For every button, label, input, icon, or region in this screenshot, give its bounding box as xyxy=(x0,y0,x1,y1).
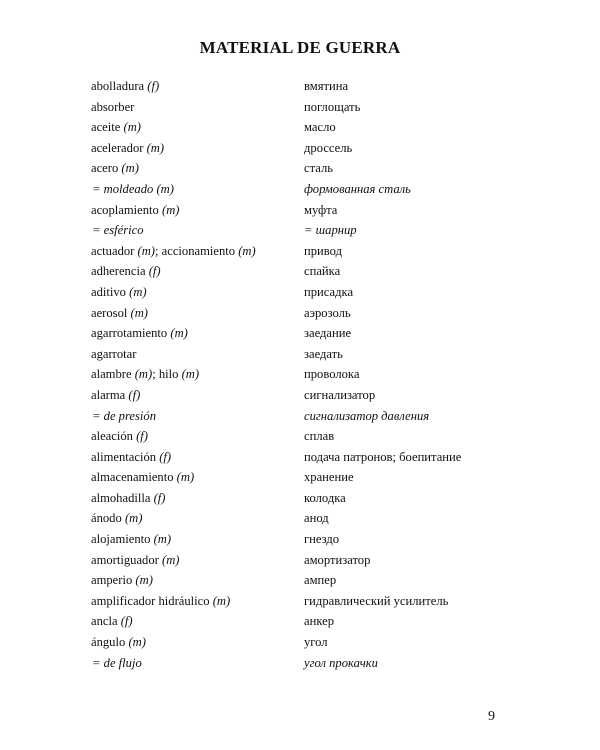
spanish-term xyxy=(91,508,142,529)
spanish-subterm xyxy=(92,653,142,674)
spanish-term xyxy=(91,323,188,344)
spanish-term xyxy=(91,529,171,550)
russian-translation: хранение xyxy=(304,470,354,485)
spanish-term-text: aleación xyxy=(91,429,137,444)
glossary-entry xyxy=(91,529,551,550)
russian-translation: анкер xyxy=(304,614,335,629)
russian-translation: формованная сталь xyxy=(304,181,411,196)
glossary-entry xyxy=(91,385,551,406)
gender-marker: (f) xyxy=(159,449,172,464)
gender-marker: (m) xyxy=(162,552,180,567)
spanish-term-text: ; accionamiento xyxy=(155,243,239,258)
spanish-term-text: aditivo xyxy=(91,284,130,299)
glossary-entry xyxy=(91,344,551,365)
russian-translation: гнездо xyxy=(304,532,340,547)
spanish-term-text: alojamiento xyxy=(91,532,154,547)
spanish-term-text: agarrotamiento xyxy=(91,326,171,341)
russian-translation: сигнализатор давления xyxy=(304,408,430,423)
gender-marker: (m) xyxy=(170,326,188,341)
spanish-term-text: alimentación xyxy=(91,449,160,464)
spanish-term xyxy=(91,426,148,447)
russian-translation: привод xyxy=(304,243,342,258)
page-number: 9 xyxy=(488,709,495,724)
spanish-term-text: amperio xyxy=(91,573,136,588)
glossary-entry xyxy=(91,117,551,138)
gender-marker: (m) xyxy=(176,470,195,485)
russian-translation: аэрозоль xyxy=(304,305,351,320)
spanish-term xyxy=(91,241,256,262)
gender-marker: (m) xyxy=(162,202,180,217)
russian-translation: спайка xyxy=(304,264,341,279)
gender-marker: (m) xyxy=(134,367,153,382)
spanish-term xyxy=(91,364,199,385)
glossary-entry xyxy=(91,179,551,200)
glossary-entry xyxy=(91,364,551,385)
russian-translation: сталь xyxy=(304,161,333,176)
spanish-term-text: ancla xyxy=(91,614,121,629)
glossary-entry xyxy=(91,447,551,468)
russian-translation: ампер xyxy=(304,573,337,588)
glossary-entry xyxy=(91,138,551,159)
gender-marker: (m) xyxy=(181,367,200,382)
spanish-term-text: amortiguador xyxy=(91,552,162,567)
glossary-entry xyxy=(91,550,551,571)
spanish-term xyxy=(91,97,134,118)
gender-marker: (m) xyxy=(124,511,143,526)
spanish-term xyxy=(91,591,230,612)
russian-translation: амортизатор xyxy=(304,552,371,567)
spanish-term xyxy=(91,303,148,324)
glossary-entry xyxy=(91,200,551,221)
gender-marker: (f) xyxy=(136,429,148,444)
russian-translation: угол прокачки xyxy=(304,655,378,670)
glossary-entry xyxy=(91,158,551,179)
spanish-term xyxy=(91,200,179,221)
russian-translation: дроссель xyxy=(304,140,353,155)
spanish-term-text: alarma xyxy=(91,387,129,402)
spanish-term-text: ánodo xyxy=(91,511,125,526)
spanish-term-text: actuador xyxy=(91,243,138,258)
spanish-term-text: aceite xyxy=(91,120,124,135)
russian-translation: присадка xyxy=(304,284,354,299)
spanish-term-text: abolladura xyxy=(91,79,148,93)
spanish-subterm xyxy=(92,220,144,241)
page-title: MATERIAL DE GUERRA xyxy=(199,38,401,57)
russian-translation: сигнализатор xyxy=(304,387,376,402)
russian-translation: угол xyxy=(304,635,328,650)
glossary-entry xyxy=(91,591,551,612)
spanish-subterm xyxy=(92,179,174,200)
spanish-term xyxy=(91,385,140,406)
gender-marker: (m) xyxy=(135,573,153,588)
glossary-entry xyxy=(91,488,551,509)
spanish-term-text: acero xyxy=(91,161,122,176)
glossary-entry xyxy=(91,570,551,591)
spanish-term xyxy=(91,611,133,632)
gender-marker: (f) xyxy=(128,387,141,402)
glossary-entry xyxy=(91,467,551,488)
spanish-term xyxy=(91,158,139,179)
russian-translation: = шарнир xyxy=(304,223,357,238)
spanish-term xyxy=(91,570,153,591)
spanish-term-text: ; hilo xyxy=(152,367,182,382)
spanish-term-text: aerosol xyxy=(91,305,131,320)
gender-marker: (m) xyxy=(121,161,139,176)
glossary-entry xyxy=(91,508,551,529)
gender-marker: (m) xyxy=(128,635,146,650)
spanish-term xyxy=(91,447,171,468)
gender-marker: (m) xyxy=(146,140,165,155)
spanish-term xyxy=(91,632,146,653)
spanish-term-text: absorber xyxy=(91,99,135,114)
glossary-entry xyxy=(91,611,551,632)
spanish-term xyxy=(91,467,194,488)
russian-translation: гидравлический усилитель xyxy=(304,593,449,608)
glossary-entry xyxy=(91,406,551,427)
gender-marker: (m) xyxy=(129,284,147,299)
spanish-term-text: adherencia xyxy=(91,264,149,279)
gender-marker: (m) xyxy=(212,593,231,608)
russian-translation: заедать xyxy=(304,346,343,361)
glossary-list xyxy=(91,76,551,673)
spanish-term-text: amplificador hidráulico xyxy=(91,593,213,608)
glossary-entry xyxy=(91,653,551,674)
glossary-entry xyxy=(91,97,551,118)
spanish-term xyxy=(91,488,166,509)
spanish-term-text: almohadilla xyxy=(91,490,154,505)
gender-marker: (m) xyxy=(123,120,141,135)
spanish-term xyxy=(91,138,164,159)
russian-translation: масло xyxy=(304,120,336,135)
gender-marker: (m) xyxy=(137,243,155,258)
glossary-entry xyxy=(91,76,551,97)
spanish-term-text: agarrotar xyxy=(91,346,137,361)
spanish-term-text: ángulo xyxy=(91,635,129,650)
spanish-subterm-text: = de flujo xyxy=(92,655,142,670)
gender-marker: (f) xyxy=(148,264,161,279)
glossary-entry xyxy=(91,426,551,447)
gender-marker: (m) xyxy=(238,243,256,258)
russian-translation: заедание xyxy=(304,326,352,341)
spanish-subterm-text: = de presión xyxy=(92,408,156,423)
spanish-term-text: alambre xyxy=(91,367,135,382)
glossary-entry xyxy=(91,632,551,653)
spanish-term xyxy=(91,117,141,138)
spanish-term xyxy=(91,282,147,303)
glossary-entry xyxy=(91,303,551,324)
spanish-term-text: acoplamiento xyxy=(91,202,162,217)
glossary-entry xyxy=(91,241,551,262)
gender-marker: (m) xyxy=(153,532,172,547)
spanish-term xyxy=(91,261,161,282)
glossary-entry xyxy=(91,220,551,241)
spanish-subterm-text: = esférico xyxy=(92,223,144,238)
spanish-term-text: almacenamiento xyxy=(91,470,177,485)
russian-translation: муфта xyxy=(304,202,338,217)
russian-translation: сплав xyxy=(304,429,335,444)
spanish-term xyxy=(91,550,179,571)
russian-translation: колодка xyxy=(304,490,346,505)
russian-translation: вмятина xyxy=(304,79,349,93)
russian-translation: проволока xyxy=(304,367,360,382)
spanish-term xyxy=(91,344,136,365)
russian-translation: подача патронов; боепитание xyxy=(304,449,462,464)
spanish-term-text: acelerador xyxy=(91,140,147,155)
spanish-subterm xyxy=(92,406,156,427)
glossary-entry xyxy=(91,282,551,303)
gender-marker: (f) xyxy=(153,490,166,505)
glossary-entry xyxy=(91,261,551,282)
gender-marker: (m) xyxy=(130,305,148,320)
russian-translation: поглощать xyxy=(304,99,361,114)
gender-marker: (f) xyxy=(120,614,133,629)
gender-marker: (f) xyxy=(147,79,160,93)
spanish-subterm-text: = moldeado (m) xyxy=(92,181,174,196)
spanish-term xyxy=(91,76,159,97)
glossary-entry xyxy=(91,323,551,344)
russian-translation: анод xyxy=(304,511,329,526)
